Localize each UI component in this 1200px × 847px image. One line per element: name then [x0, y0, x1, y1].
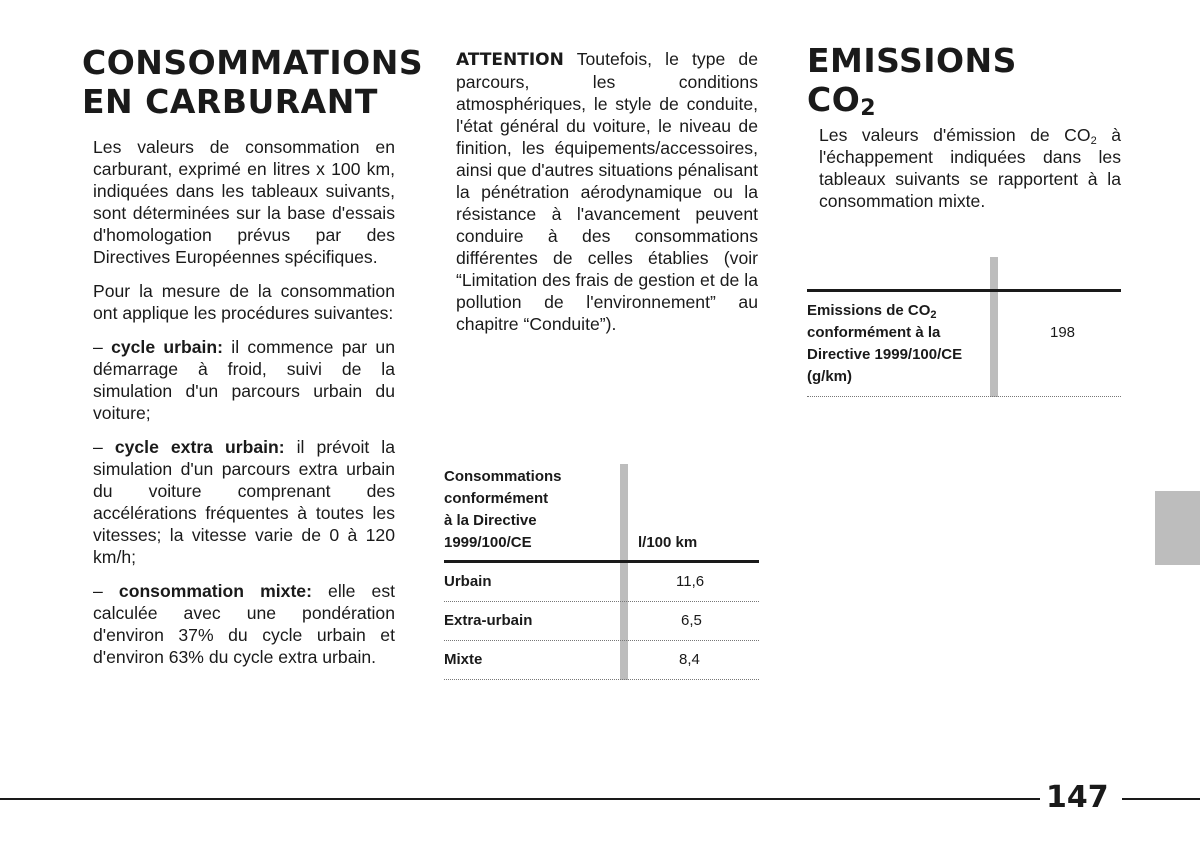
row-separator	[444, 679, 759, 680]
item-term: cycle extra urbain:	[114, 437, 285, 457]
item-dash: –	[93, 437, 103, 457]
footer-rule-left	[0, 798, 1040, 800]
row-separator	[444, 640, 759, 641]
item-term: consommation mixte:	[118, 581, 312, 601]
footer-rule-right	[1122, 798, 1200, 800]
chapter-thumb-tab	[1155, 491, 1200, 565]
heading-line-1: EMISSIONS	[807, 41, 1017, 80]
row-value-urbain: 11,6	[676, 573, 705, 590]
co2-text-after: à l'échappement indiquées dans les tableaux suivants se rapportent à la consommation mixte.	[819, 125, 1121, 211]
row-value-extra-urbain: 6,5	[681, 612, 702, 629]
heading-co: CO	[807, 80, 861, 119]
row-label-extra-urbain: Extra-urbain	[444, 612, 533, 629]
co2-text-before: Les valeurs d'émission de CO	[819, 125, 1091, 145]
co2-subscript: 2	[1090, 135, 1097, 147]
right-column-body	[807, 124, 1121, 212]
fuel-consumption-table	[444, 464, 759, 684]
row-separator	[807, 396, 1121, 397]
attention-note	[444, 48, 758, 335]
item-text: il commence par un démarrage à froid, suivi de la simulation d'un parcours urbain du voiture;	[93, 337, 395, 423]
co2-table-label	[807, 300, 987, 388]
label-co2-text: Emissions de CO	[807, 302, 931, 319]
table-header-label	[444, 466, 614, 554]
left-column-body	[81, 136, 395, 668]
attention-paragraph	[444, 48, 758, 335]
heading-line-2	[807, 80, 1017, 119]
header-line: à la Directive	[444, 512, 537, 529]
attention-text: Toutefois, le type de parcours, les conditions atmosphériques, le style de conduite, l'état général du voiture, le niveau de finition, les équipements/accessoires, ainsi que d'autres situations pénalisant la pénétration aérodynamique ou la résistance à l'avancement peuvent conduire à des consommations différentes de celles établies (voir “Limitation des frais de gestion et de la pollution de l'environnement” au chapitre “Conduite”).	[456, 49, 758, 334]
label-co2-subscript: 2	[930, 309, 937, 321]
row-value-mixte: 8,4	[679, 651, 700, 668]
table-header-rule	[444, 560, 759, 563]
header-line: 1999/100/CE	[444, 534, 532, 551]
cycle-urbain-item	[81, 336, 395, 424]
attention-label: ATTENTION	[456, 50, 564, 70]
item-dash: –	[93, 337, 103, 357]
consommation-mixte-item	[81, 580, 395, 668]
header-line: Consommations	[444, 468, 562, 485]
label-line	[807, 300, 987, 322]
row-separator	[444, 601, 759, 602]
cycle-extra-urbain-item	[81, 436, 395, 568]
co2-emissions-heading	[807, 41, 1017, 119]
table-header-unit: l/100 km	[638, 534, 698, 551]
co2-table-value: 198	[1050, 324, 1076, 341]
page-number: 147	[1046, 780, 1109, 815]
label-line: (g/km)	[807, 368, 852, 385]
label-line: conformément à la	[807, 324, 941, 341]
table-column-divider	[620, 464, 628, 680]
heading-line-2: EN CARBURANT	[82, 82, 378, 121]
item-dash: –	[93, 581, 103, 601]
label-line: Directive 1999/100/CE	[807, 346, 963, 363]
item-text: il prévoit la simulation d'un parcours extra urbain du voiture comprenant des accélérations fréquentes à toutes les vitesses; la vitesse varie de 0 à 120 km/h;	[93, 437, 395, 567]
co2-paragraph	[807, 124, 1121, 212]
table-column-divider	[990, 257, 998, 397]
item-term: cycle urbain:	[111, 337, 224, 357]
heading-subscript: 2	[860, 96, 877, 121]
co2-emissions-table	[807, 257, 1121, 402]
row-label-urbain: Urbain	[444, 573, 492, 590]
heading-line-1: CONSOMMATIONS	[82, 43, 424, 82]
table-header-rule	[807, 289, 1121, 292]
fuel-consumption-heading	[82, 43, 423, 121]
intro-paragraph: Les valeurs de consommation en carburant, exprimé en litres x 100 km, indiquées dans les tableaux suivants, sont déterminées sur la base d'essais d'homologation prévus par des Directives Européennes spécifiques.	[93, 137, 395, 267]
item-text: elle est calculée avec une pondération d'environ 37% du cycle urbain et d'environ 63% du cycle extra urbain.	[93, 581, 396, 667]
row-label-mixte: Mixte	[444, 651, 483, 668]
header-line: conformément	[444, 490, 549, 507]
procedure-paragraph: Pour la mesure de la consommation ont applique les procédures suivantes:	[93, 281, 395, 323]
